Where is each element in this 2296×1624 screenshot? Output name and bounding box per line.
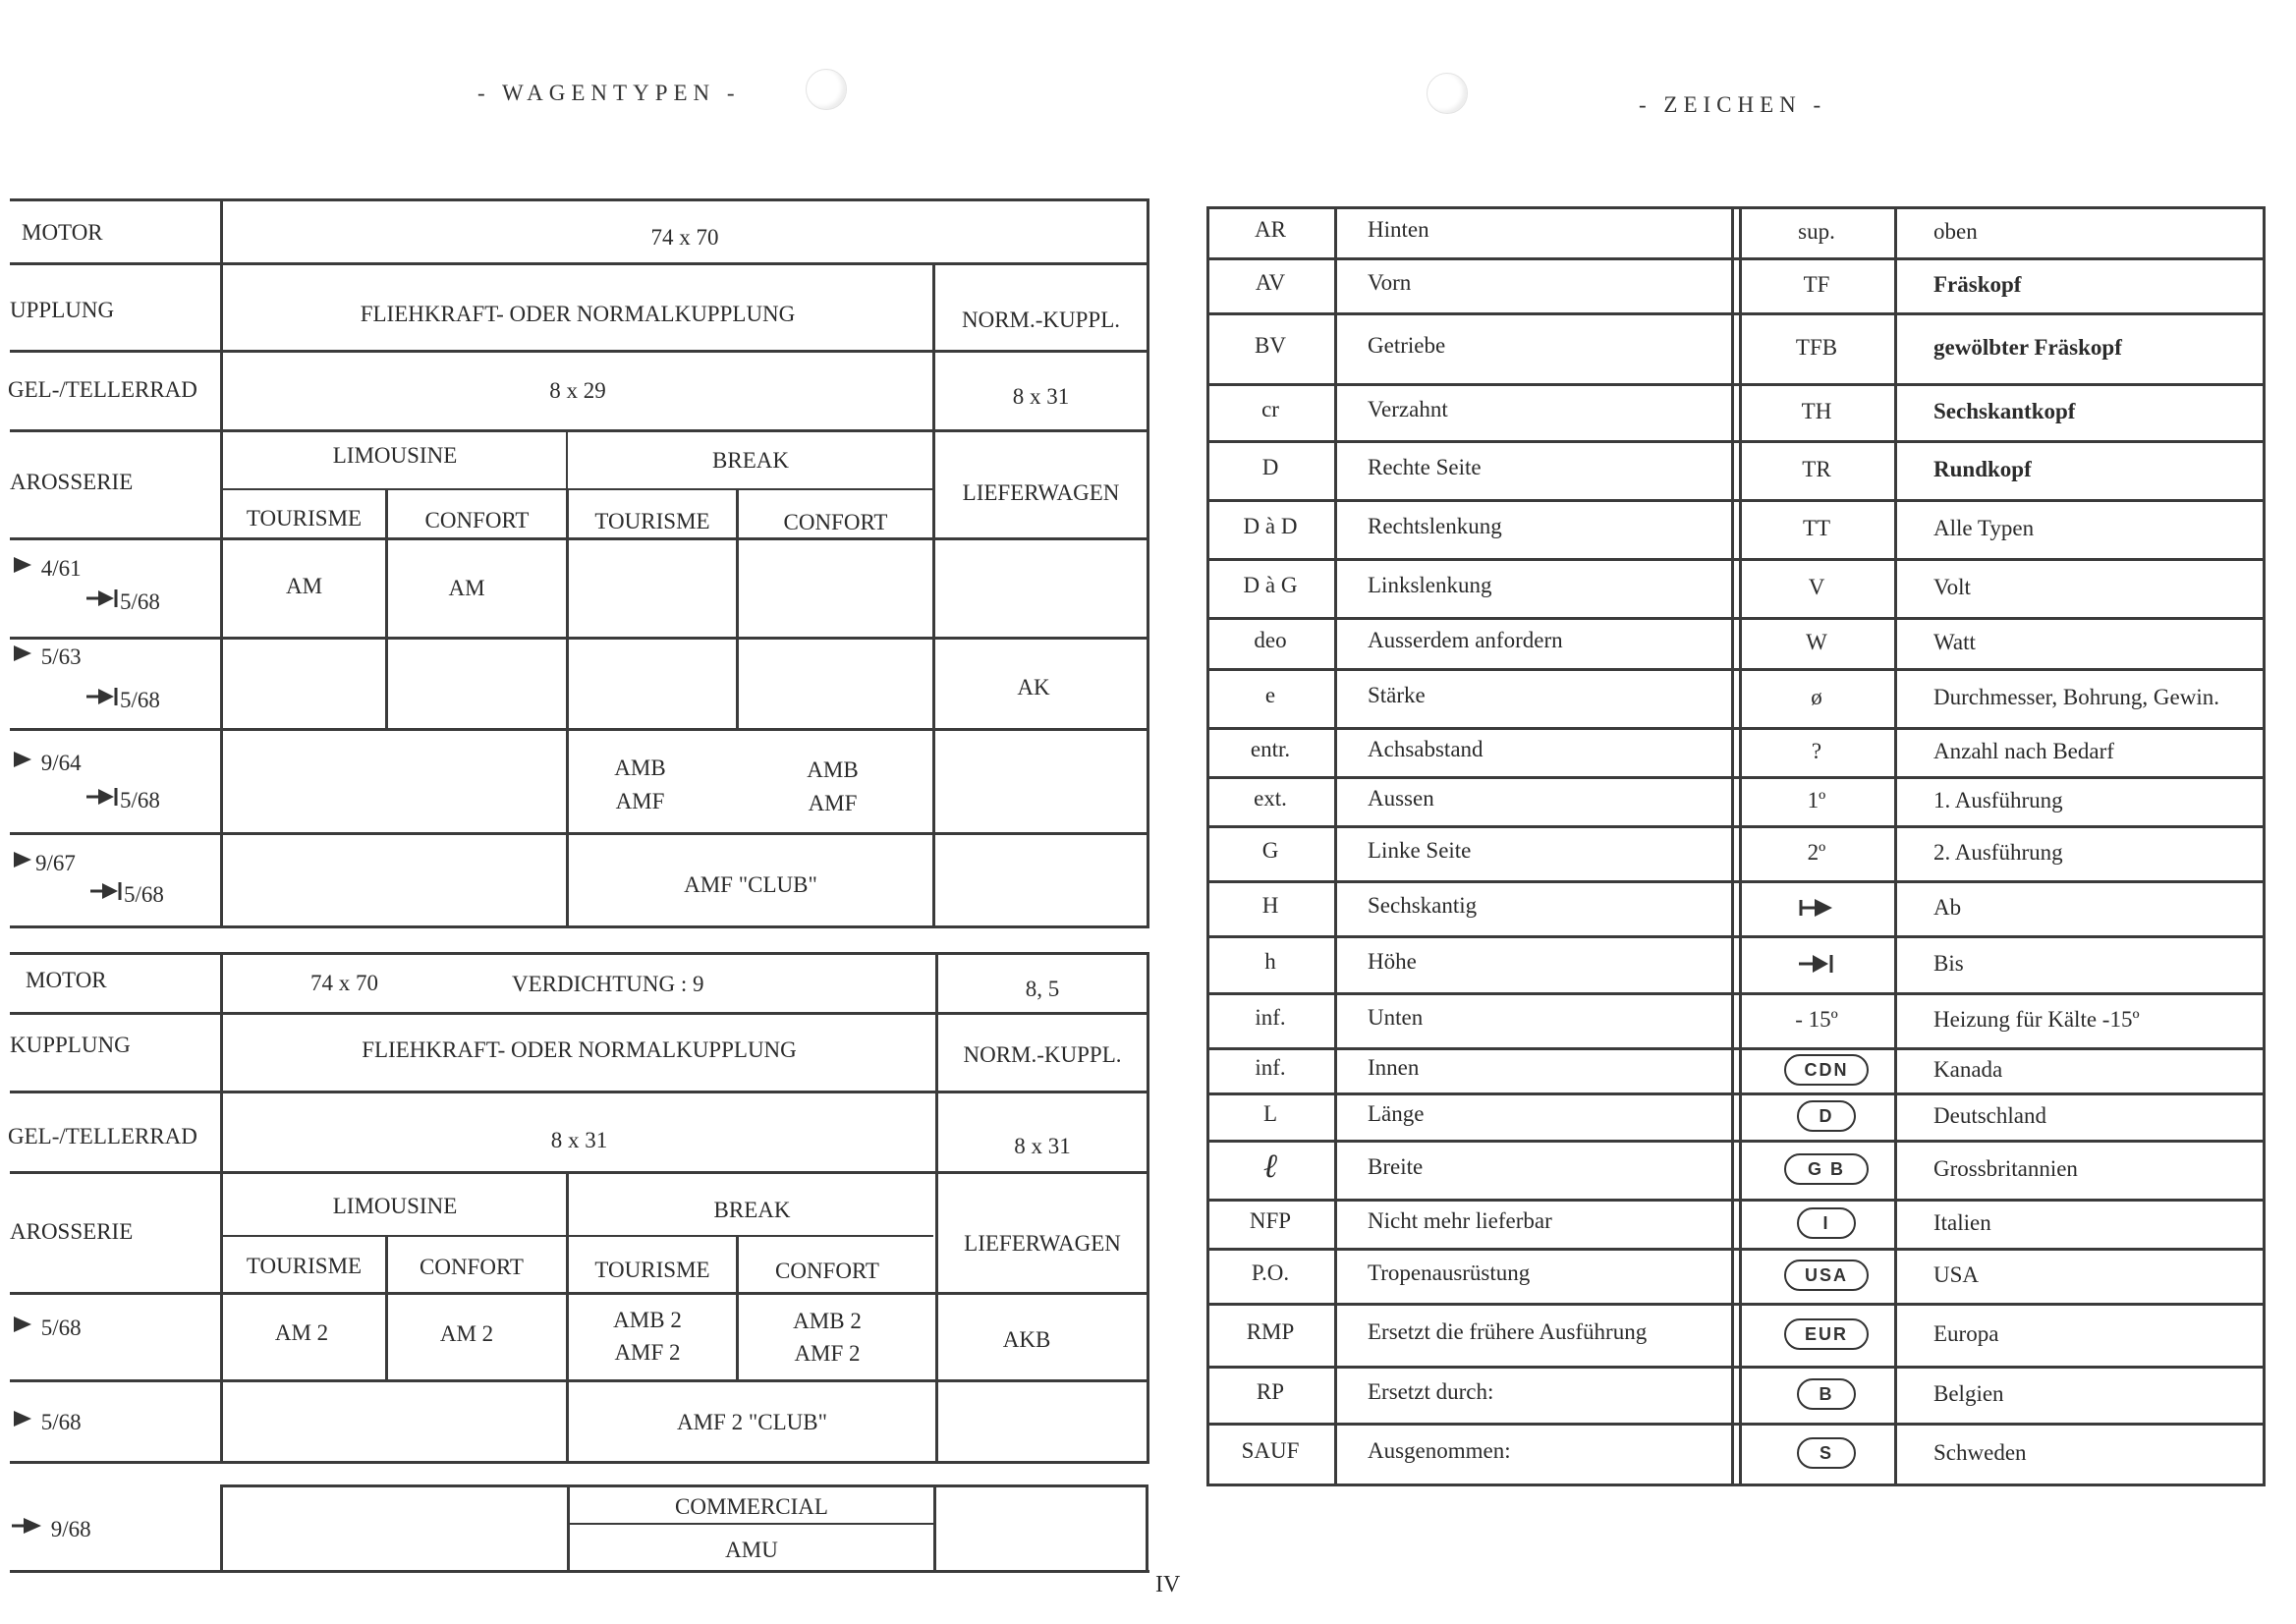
zeichen-abbr: h: [1264, 949, 1276, 974]
date-from: 9/67: [10, 849, 76, 877]
commercial-header: COMMERCIAL: [675, 1494, 828, 1519]
zeichen-meaning: Linkslenkung: [1368, 573, 1492, 597]
ab-arrow-icon: [1742, 896, 1891, 926]
karosserie-label: AROSSERIE: [10, 1219, 134, 1244]
zeichen-meaning: Kanada: [1933, 1057, 2003, 1082]
ab-arrow-icon: [10, 1515, 45, 1537]
zeichen-abbr: TR: [1802, 457, 1831, 481]
zeichen-meaning: Sechskantig: [1368, 893, 1478, 918]
cell-value: AKB: [1002, 1327, 1051, 1352]
zeichen-abbr: entr.: [1250, 737, 1291, 761]
kegel-label: GEL-/TELLERRAD: [8, 377, 197, 402]
zeichen-abbr: ?: [1811, 739, 1822, 763]
zeichen-meaning: Rechtslenkung: [1368, 514, 1502, 538]
zeichen-meaning: Linke Seite: [1368, 838, 1472, 863]
zeichen-abbr: TT: [1802, 516, 1831, 540]
zeichen-meaning: Fräskopf: [1933, 272, 2022, 297]
zeichen-abbr: TF: [1803, 272, 1830, 297]
zeichen-meaning: Ab: [1933, 895, 1962, 920]
zeichen-abbr: sup.: [1798, 219, 1835, 244]
date-from: 4/61: [10, 554, 82, 583]
motor-value: 74 x 70: [650, 225, 719, 250]
country-badge: S: [1797, 1437, 1856, 1469]
zeichen-meaning: Tropenausrüstung: [1368, 1260, 1531, 1285]
bis-arrow-icon: [84, 686, 120, 707]
zeichen-abbr: W: [1806, 630, 1827, 654]
zeichen-meaning: Belgien: [1933, 1381, 2004, 1406]
zeichen-meaning: Verzahnt: [1368, 397, 1448, 421]
cell-value: AK: [1017, 675, 1050, 700]
kupplung-alt: NORM.-KUPPL.: [961, 308, 1121, 332]
zeichen-meaning: Getriebe: [1368, 333, 1446, 358]
cell-value: AM: [448, 576, 485, 600]
zeichen-meaning: Breite: [1368, 1154, 1424, 1179]
zeichen-abbr: BV: [1255, 333, 1286, 358]
zeichen-meaning: Ausserdem anfordern: [1368, 628, 1563, 652]
wagentypen-heading: - WAGENTYPEN -: [477, 81, 741, 105]
zeichen-abbr: NFP: [1249, 1208, 1292, 1233]
zeichen-meaning: Rechte Seite: [1368, 455, 1482, 479]
date-to: 5/68: [84, 786, 160, 814]
zeichen-abbr: ext.: [1254, 786, 1287, 811]
karosserie-label: AROSSERIE: [10, 470, 134, 494]
cell-value: AMF: [615, 789, 665, 813]
zeichen-meaning: Deutschland: [1933, 1103, 2046, 1128]
zeichen-abbr: P.O.: [1251, 1260, 1290, 1285]
confort-header: CONFORT: [420, 1255, 524, 1279]
cell-value: AMF: [808, 791, 858, 815]
zeichen-abbr: V: [1808, 575, 1825, 599]
break-header: BREAK: [713, 1198, 791, 1222]
ab-arrow-icon: [10, 749, 35, 770]
date-from: 5/63: [10, 643, 82, 671]
zeichen-abbr: - 15º: [1795, 1007, 1838, 1032]
zeichen-abbr: D à G: [1243, 573, 1298, 597]
ab-arrow-icon: [10, 1314, 35, 1335]
punch-hole-left: [806, 69, 847, 110]
kegel-alt: 8 x 31: [1012, 384, 1070, 409]
zeichen-meaning: Höhe: [1368, 949, 1417, 974]
kupplung-label: KUPPLUNG: [10, 1033, 131, 1057]
zeichen-meaning: USA: [1933, 1262, 1980, 1287]
country-badge: I: [1797, 1207, 1856, 1239]
zeichen-abbr: D: [1261, 455, 1279, 479]
zeichen-meaning: Vorn: [1368, 270, 1412, 295]
zeichen-meaning: Grossbritannien: [1933, 1156, 2078, 1181]
zeichen-meaning: Ausgenommen:: [1368, 1438, 1511, 1463]
zeichen-meaning: Alle Typen: [1933, 516, 2035, 540]
kegel-label: GEL-/TELLERRAD: [8, 1124, 197, 1148]
tourisme-header: TOURISME: [246, 1254, 363, 1278]
date-to: 5/68: [84, 588, 160, 616]
cell-value: AM 2: [274, 1320, 329, 1345]
zeichen-abbr: inf.: [1255, 1005, 1286, 1030]
zeichen-abbr: ø: [1811, 685, 1822, 709]
cell-value: AM: [285, 574, 323, 598]
zeichen-meaning: Hinten: [1368, 217, 1429, 242]
motor-label: MOTOR: [26, 968, 107, 992]
zeichen-abbr: inf.: [1255, 1055, 1286, 1080]
zeichen-abbr: e: [1264, 683, 1276, 707]
date-from: 5/68: [10, 1408, 82, 1436]
zeichen-meaning: Sechskantkopf: [1933, 399, 2076, 423]
zeichen-meaning: Bis: [1933, 951, 1964, 976]
country-badge: EUR: [1784, 1318, 1869, 1350]
lieferwagen-header: LIEFERWAGEN: [964, 1231, 1121, 1256]
zeichen-abbr: H: [1261, 893, 1279, 918]
zeichen-meaning: Aussen: [1368, 786, 1434, 811]
zeichen-abbr: D à D: [1243, 514, 1298, 538]
date-to: 5/68: [84, 686, 160, 714]
zeichen-abbr: ℓ: [1262, 1148, 1278, 1185]
country-badge: B: [1797, 1378, 1856, 1410]
confort-header: CONFORT: [775, 1259, 879, 1283]
motor-label: MOTOR: [22, 220, 103, 245]
zeichen-meaning: Länge: [1368, 1101, 1425, 1126]
zeichen-heading: - ZEICHEN -: [1639, 92, 1827, 117]
ab-arrow-icon: [10, 1408, 35, 1429]
cell-value: AMB: [807, 757, 859, 782]
zeichen-meaning: Volt: [1933, 575, 1971, 599]
date-from: 9/68: [10, 1515, 91, 1543]
zeichen-abbr: RMP: [1246, 1319, 1295, 1344]
limousine-header: LIMOUSINE: [332, 1194, 458, 1218]
kupplung-value: FLIEHKRAFT- ODER NORMALKUPPLUNG: [360, 302, 796, 326]
kupplung-alt: NORM.-KUPPL.: [963, 1042, 1122, 1067]
zeichen-meaning: Durchmesser, Bohrung, Gewin.: [1933, 685, 2219, 709]
amu-value: AMU: [725, 1538, 778, 1562]
zeichen-meaning: Ersetzt durch:: [1368, 1379, 1494, 1404]
cell-value: AMF 2: [614, 1340, 681, 1365]
page-number: IV: [1155, 1572, 1181, 1597]
cell-value: AMB 2: [613, 1308, 682, 1332]
zeichen-meaning: Stärke: [1368, 683, 1426, 707]
zeichen-meaning: Nicht mehr lieferbar: [1368, 1208, 1552, 1233]
date-from: 5/68: [10, 1314, 82, 1342]
zeichen-meaning: Europa: [1933, 1321, 1999, 1346]
cell-value: AM 2: [439, 1321, 494, 1346]
zeichen-abbr: TFB: [1795, 335, 1838, 360]
zeichen-abbr: cr: [1261, 397, 1279, 421]
tourisme-header: TOURISME: [594, 1258, 710, 1282]
zeichen-meaning: Ersetzt die frühere Ausführung: [1368, 1319, 1648, 1344]
confort-header: CONFORT: [424, 508, 530, 532]
bis-arrow-icon: [1742, 952, 1891, 982]
zeichen-meaning: Italien: [1933, 1210, 1991, 1235]
punch-hole-right: [1427, 73, 1468, 114]
zeichen-abbr: SAUF: [1241, 1438, 1300, 1463]
zeichen-abbr: AV: [1255, 270, 1286, 295]
kegel-value: 8 x 29: [549, 378, 606, 403]
zeichen-meaning: Achsabstand: [1368, 737, 1484, 761]
zeichen-abbr: 1º: [1807, 788, 1826, 812]
country-badge: USA: [1784, 1260, 1869, 1291]
country-badge: CDN: [1784, 1054, 1869, 1086]
zeichen-abbr: L: [1262, 1101, 1278, 1126]
zeichen-meaning: Unten: [1368, 1005, 1424, 1030]
bis-arrow-icon: [88, 880, 124, 902]
zeichen-abbr: deo: [1254, 628, 1287, 652]
zeichen-meaning: 2. Ausführung: [1933, 840, 2063, 865]
country-badge: D: [1797, 1100, 1856, 1132]
verdichtung-alt: 8, 5: [1025, 977, 1060, 1001]
ab-arrow-icon: [10, 554, 35, 576]
confort-header: CONFORT: [783, 510, 888, 534]
cell-value: AMB: [614, 756, 666, 780]
cell-value: AMF "CLUB": [684, 872, 817, 897]
bis-arrow-icon: [84, 588, 120, 609]
kupplung-label: UPPLUNG: [10, 298, 115, 322]
zeichen-abbr: 2º: [1807, 840, 1826, 865]
lieferwagen-header: LIEFERWAGEN: [962, 480, 1120, 505]
zeichen-meaning: Rundkopf: [1933, 457, 2032, 481]
break-header: BREAK: [712, 448, 789, 473]
zeichen-meaning: Innen: [1368, 1055, 1420, 1080]
zeichen-abbr: G: [1261, 838, 1279, 863]
kegel-alt: 8 x 31: [1014, 1134, 1071, 1158]
zeichen-meaning: gewölbter Fräskopf: [1933, 335, 2122, 360]
kupplung-value: FLIEHKRAFT- ODER NORMALKUPPLUNG: [362, 1037, 797, 1062]
zeichen-meaning: oben: [1933, 219, 1978, 244]
motor-value: 74 x 70: [310, 971, 378, 995]
zeichen-abbr: TH: [1801, 399, 1832, 423]
zeichen-abbr: AR: [1255, 217, 1286, 242]
ab-arrow-icon: [10, 643, 35, 664]
kegel-value: 8 x 31: [550, 1128, 608, 1152]
verdichtung-value: VERDICHTUNG : 9: [512, 972, 704, 996]
cell-value: AMF 2 "CLUB": [677, 1410, 827, 1434]
date-from: 9/64: [10, 749, 82, 777]
tourisme-header: TOURISME: [594, 509, 710, 533]
cell-value: AMB 2: [793, 1309, 862, 1333]
bis-arrow-icon: [84, 786, 120, 808]
zeichen-meaning: Watt: [1933, 630, 1976, 654]
tourisme-header: TOURISME: [246, 506, 363, 531]
zeichen-meaning: Heizung für Kälte -15º: [1933, 1007, 2140, 1032]
zeichen-abbr: RP: [1256, 1379, 1285, 1404]
date-to: 5/68: [88, 880, 164, 909]
ab-arrow-icon: [10, 849, 35, 870]
limousine-header: LIMOUSINE: [332, 443, 458, 468]
zeichen-meaning: 1. Ausführung: [1933, 788, 2063, 812]
country-badge: G B: [1784, 1153, 1869, 1185]
zeichen-meaning: Anzahl nach Bedarf: [1933, 739, 2114, 763]
cell-value: AMF 2: [794, 1341, 861, 1366]
zeichen-meaning: Schweden: [1933, 1440, 2027, 1465]
